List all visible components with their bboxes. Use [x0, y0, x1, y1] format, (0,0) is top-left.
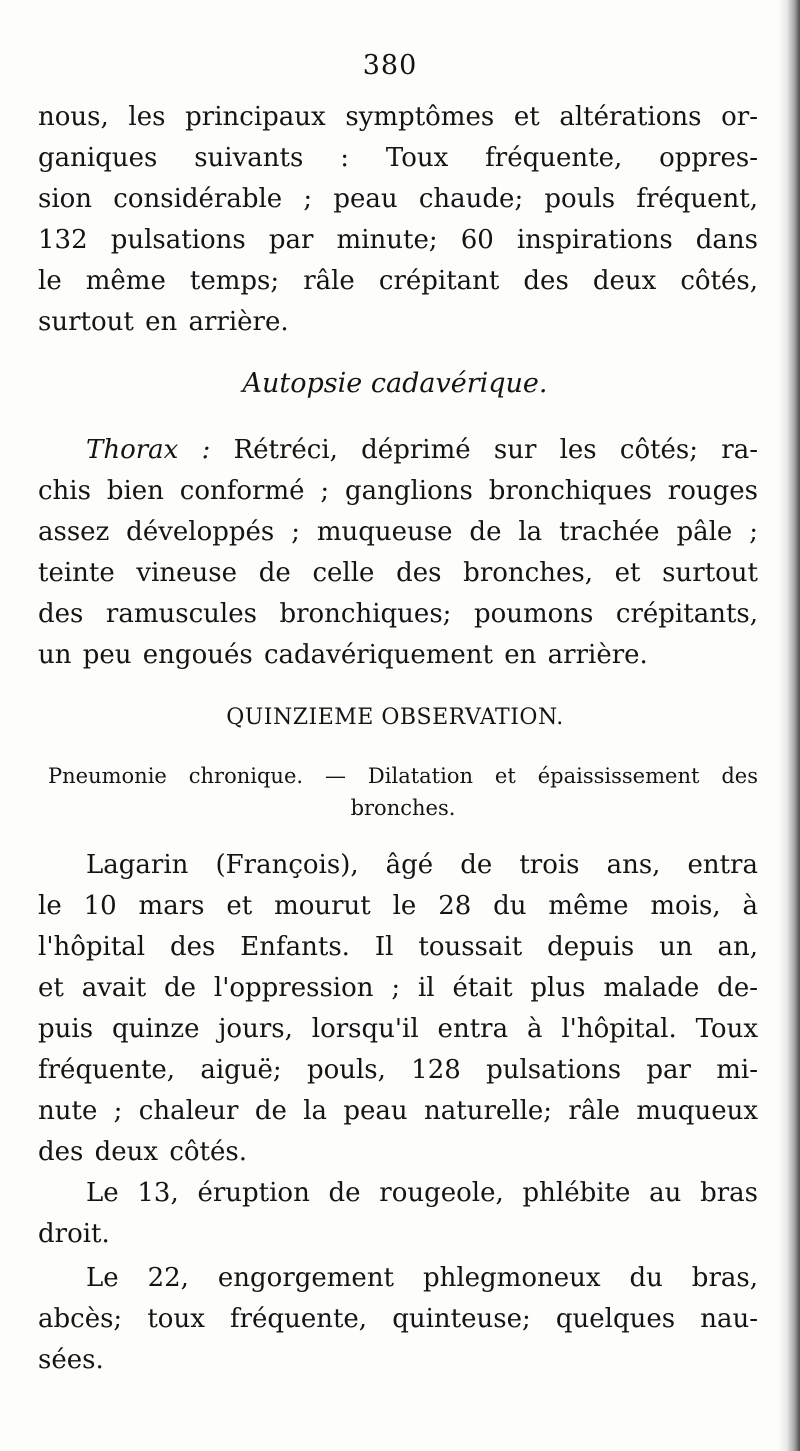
section-title: QUINZIEME OBSERVATION.: [226, 705, 564, 730]
text-line: le même temps; râle crépitant des deux côtés,: [38, 266, 758, 296]
text-line: teinte vineuse de celle des bronches, et surtout: [38, 558, 758, 588]
top-paragraph: [38, 97, 758, 343]
paragraph-13: [38, 1173, 758, 1255]
text-line: chis bien conformé ; ganglions bronchiques rouges: [38, 476, 758, 506]
text-line: Le 13, éruption de rougeole, phlébite au bras: [86, 1178, 758, 1208]
text-line: ganiques suivants : Toux fréquente, oppres-: [38, 143, 758, 173]
text-line: un peu engoués cadavériquement en arrière.: [38, 640, 648, 670]
text-line: l'hôpital des Enfants. Il toussait depuis un an,: [38, 932, 758, 962]
text-line: et avait de l'oppression ; il était plus malade de-: [38, 973, 758, 1003]
text-line: des deux côtés.: [38, 1137, 247, 1167]
text-line: sion considérable ; peau chaude; pouls fréquent,: [38, 184, 758, 214]
text-line: des ramuscules bronchiques; poumons crépitants,: [38, 599, 758, 629]
text-line: sées.: [38, 1345, 104, 1375]
text-line: abcès; toux fréquente, quinteuse; quelques nau-: [38, 1304, 758, 1334]
thorax-first-line: Rétréci, déprimé sur les côtés; ra-: [233, 435, 758, 465]
text-line: [38, 430, 758, 471]
text-line: fréquente, aiguë; pouls, 128 pulsations par mi-: [38, 1055, 758, 1085]
thorax-lead: Thorax :: [86, 435, 211, 465]
text-line: le 10 mars et mourut le 28 du même mois, à: [38, 891, 758, 921]
text-line: droit.: [38, 1219, 110, 1249]
autopsy-heading: Autopsie cadavérique.: [242, 368, 548, 399]
paragraph-22: [38, 1258, 758, 1381]
text-line: puis quinze jours, lorsqu'il entra à l'hôpital. Toux: [38, 1014, 758, 1044]
text-line: assez développés ; muqueuse de la trachée pâle ;: [38, 517, 758, 547]
text-line: Lagarin (François), âgé de trois ans, entra: [86, 850, 758, 880]
text-line: surtout en arrière.: [38, 307, 289, 337]
page-number: 380: [362, 50, 418, 81]
subtitle-line: bronches.: [350, 796, 456, 820]
thorax-paragraph: [38, 430, 758, 676]
section-subtitle: [48, 760, 758, 824]
text-line: Le 22, engorgement phlegmoneux du bras,: [86, 1263, 758, 1293]
page-edge-shadow: [778, 0, 800, 1451]
text-line: nous, les principaux symptômes et altérations or-: [38, 102, 758, 132]
text-line: 132 pulsations par minute; 60 inspirations dans: [38, 225, 758, 255]
text-line: nute ; chaleur de la peau naturelle; râle muqueux: [38, 1096, 758, 1126]
subtitle-line: Pneumonie chronique. — Dilatation et épaississement des: [48, 764, 758, 788]
case-paragraph: [38, 845, 758, 1173]
